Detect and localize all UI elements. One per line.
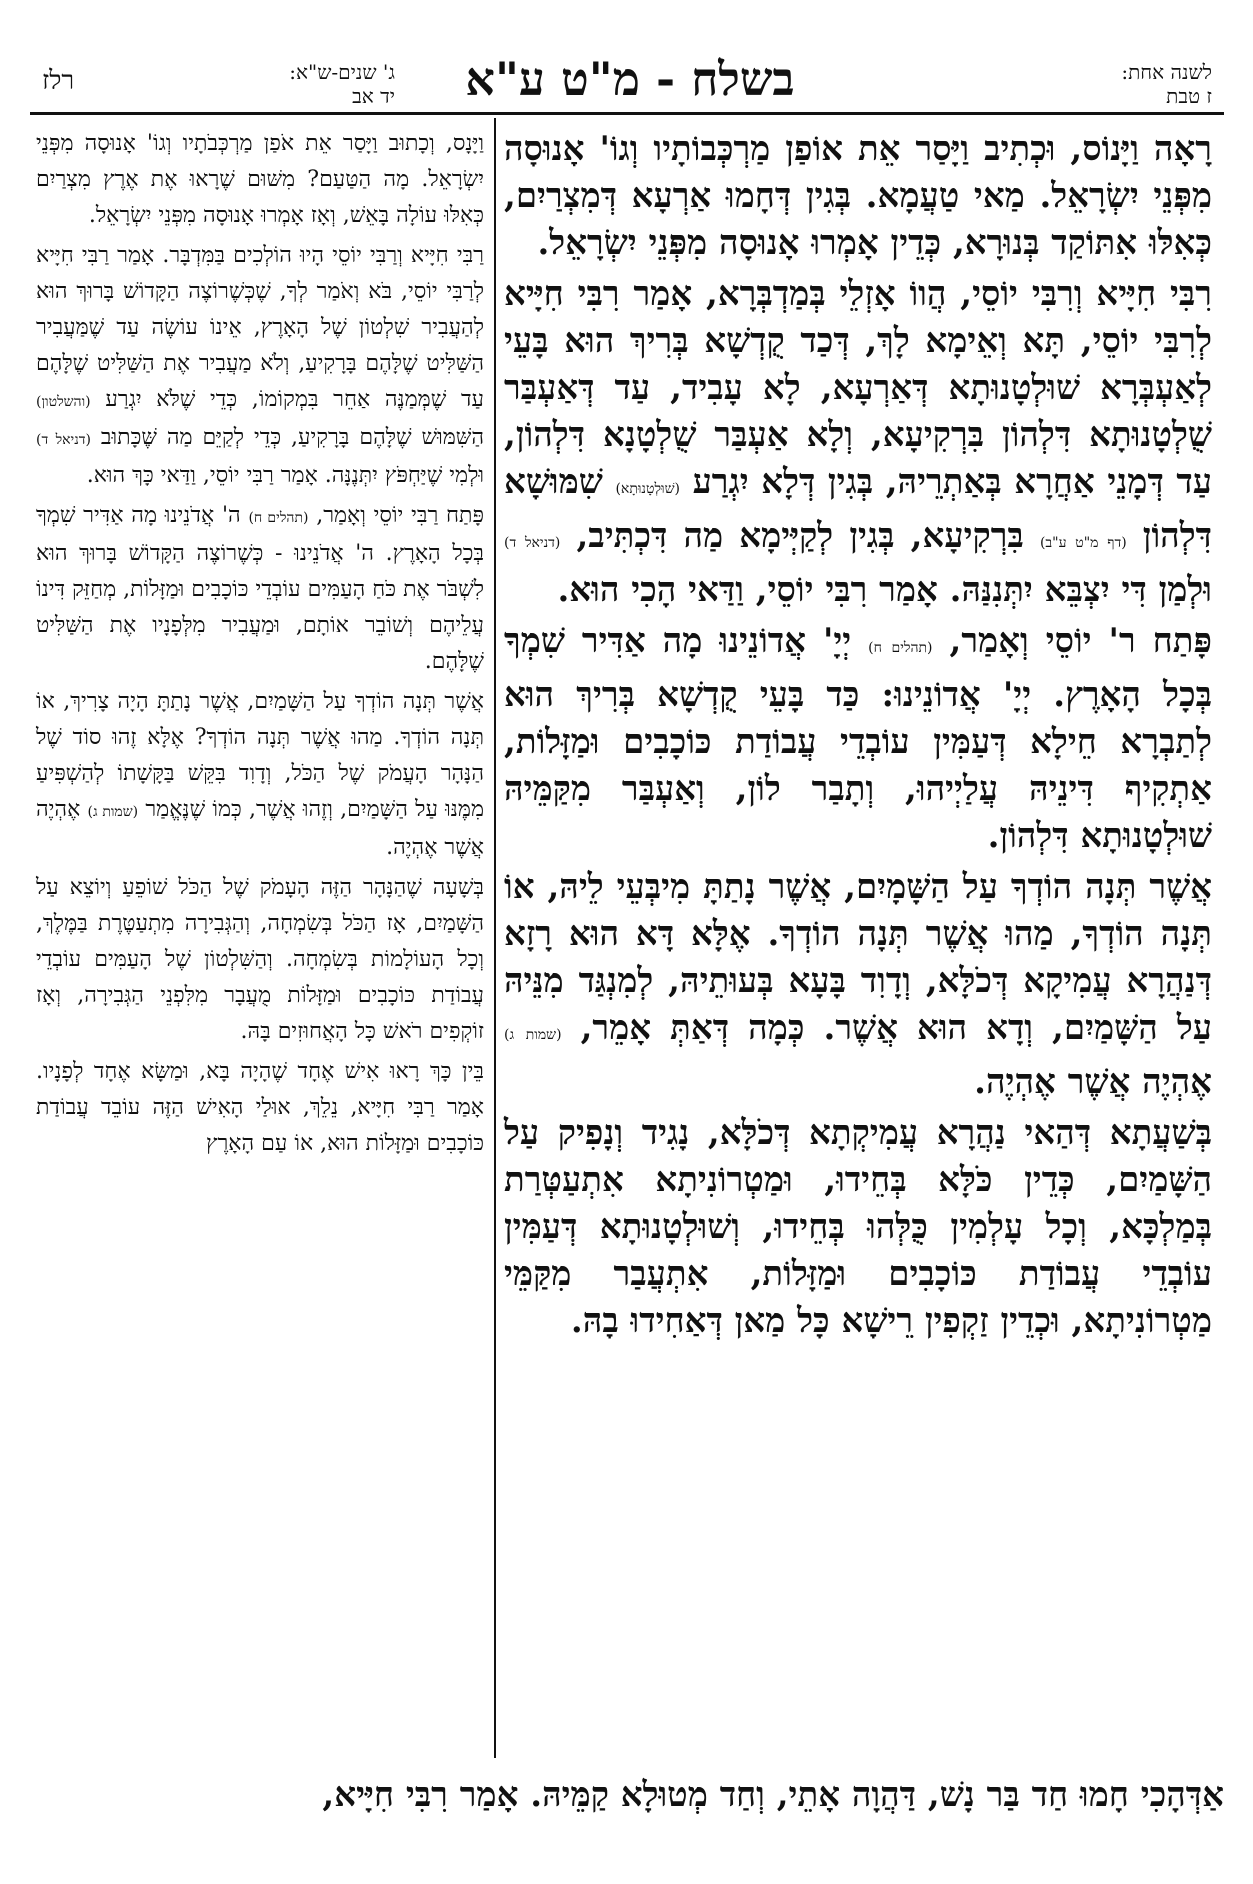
side-paragraph: אֲשֶׁר תְּנָה הוֹדְךָ עַל הַשָּׁמַיִם, אֲשֶׁר נָתַתָּ הָיָה צָרִיךְ, אוֹ תְּנָה הוֹדְךָ. מַהוּ אֲשֶׁר תְּנָה הוֹדְךָ? אֶלָּא זֶהוּ סוֹד שֶׁל הַנָּהָר הָעֲמֹק שֶׁל הַכֹּל, וְדָוִד בִּקֵּשׁ בַּקָּשָׁתוֹ לְהַשְׁפִּיעַ מִמֶּנּוּ עַל הַשָּׁמַיִם, וְזֶהוּ אֲשֶׁר, כְּמוֹ שֶׁנֶּאֱמַר (שמות ג) אֶהְיֶה אֲשֶׁר אֶהְיֶה. xyxy=(36,689,485,860)
bottom-continuation-line: אַדְּהָכִי חָמוּ חַד בַּר נָשׁ, דַּהֲוָה אָתֵי, וְחַד מְטוּלָא קַמֵּיהּ. אָמַר רִבִּי חִיָּיא, xyxy=(322,1775,1224,1815)
cycle-note-three-years xyxy=(155,60,395,108)
reference-note: (תהלים ח) xyxy=(868,640,933,656)
main-aramaic-column xyxy=(504,126,1212,1349)
main-paragraph: פָּתַח ר' יוֹסֵי וְאָמַר, (תהלים ח) יְיָ' אֲדוֹנֵינוּ מָה אַדִּיר שִׁמְךָ בְּכָל הָאָרֶץ. יְיָ' אֲדוֹנֵינוּ: כַּד בָּעֵי קֻדְשָׁא בְּרִיךְ הוּא לְתַבְרָא חֵילָא דְּעַמִּין עוֹבְדֵי עֲבוֹדַת כּוֹכָבִים וּמַזָּלוֹת, אַתְקִיף דִּינֵיהּ עֲלַיְיהוּ, וְתָבַר לוֹן, וְאַעְבַּר מִקַּמֵּיהּ שׁוּלְטָנוּתָא דִּלְהוֹן. xyxy=(504,621,1212,856)
side-paragraph: פָּתַח רַבִּי יוֹסֵי וְאָמַר, (תהלים ח) ה' אֲדֹנֵינוּ מָה אַדִּיר שִׁמְךָ בְּכָל הָאָרֶץ. ה' אֲדֹנֵינוּ - כְּשֶׁרוֹצֶה הַקָּדוֹשׁ בָּרוּךְ הוּא לִשְׁבֹּר אֶת כֹּחַ הָעַמִּים עוֹבְדֵי כּוֹכָבִים וּמַזָּלוֹת, מְחַזֵּק דִּינוֹ עֲלֵיהֶם וְשׁוֹבֵר אוֹתָם, וּמַעֲבִיר מִלְּפָנָיו אֶת הַשַּׁלִּיט שֶׁלָּהֶם. xyxy=(36,503,484,674)
reference-note: (דניאל ד) xyxy=(504,535,561,551)
reference-note: (שמות ג) xyxy=(504,1027,562,1043)
page-number: רלז xyxy=(42,66,75,96)
cycle-note-date: ז טבת xyxy=(1166,84,1212,108)
side-paragraph: רַבִּי חִיָּיא וְרַבִּי יוֹסֵי הָיוּ הוֹלְכִים בַּמִּדְבָּר. אָמַר רַבִּי חִיָּיא לְרַבִּי יוֹסֵי, בֹּא וְאֹמַר לְךָ, שֶׁכְּשֶׁרוֹצֶה הַקָּדוֹשׁ בָּרוּךְ הוּא לְהַעֲבִיר שִׁלְטוֹן שֶׁל הָאָרֶץ, אֵינוֹ עוֹשֶׂה עַד שֶׁמַּעֲבִיר הַשַּׁלִּיט שֶׁלָּהֶם בָּרָקִיעַ, וְלֹא מַעֲבִיר אֶת הַשַּׁלִּיט שֶׁלָּהֶם עַד שֶׁמְּמַנֶּה אַחֵר בִּמְקוֹמוֹ, כְּדֵי שֶׁלֹּא יִגְרַע (והשלטון) הַשִּׁמּוּשׁ שֶׁלָּהֶם בָּרָקִיעַ, כְּדֵי לְקַיֵּם מַה שֶּׁכָּתוּב (דניאל ד) וּלְמִי שֶׁיַּחְפֹּץ יִתְּנֶנָּה. אָמַר רַבִּי יוֹסֵי, וַדַּאי כָּךְ הוּא. xyxy=(36,243,485,488)
side-paragraph: בְּשָׁעָה שֶׁהַנָּהָר הַזֶּה הָעָמֹק שֶׁל הַכֹּל שׁוֹפֵעַ וְיוֹצֵא עַל הַשָּׁמַיִם, אָז הַכֹּל בְּשִׂמְחָה, וְהַגְּבִירָה מִתְעַטֶּרֶת בַּמֶּלֶךְ, וְכָל הָעוֹלָמוֹת בְּשִׂמְחָה. וְהַשִּׁלְטוֹן שֶׁל הָעַמִּים עוֹבְדֵי עֲבוֹדַת כּוֹכָבִים וּמַזָּלוֹת מֻעֲבָר מִלִּפְנֵי הַגְּבִירָה, וְאָז זוֹקְפִים רֹאשׁ כָּל הָאֲחוּזִים בָּהּ. xyxy=(36,875,484,1044)
main-paragraph: רָאָה וַיָּנוֹס, וּכְתִיב וַיָּסַר אֵת אוֹפַן מַרְכְּבוֹתָיו וְגוֹ' אָנוּסָה מִפְּנֵי יִשְׂרָאֵל. מַאי טַעֲמָא. בְּגִין דְּחָמוּ אַרְעָא דְּמִצְרַיִם, כְּאִלּוּ אִתּוֹקַד בְּנוּרָא, כְּדֵין אָמְרוּ אָנוּסָה מִפְּנֵי יִשְׂרָאֵל. xyxy=(504,129,1212,263)
reference-note: (תהלים ח) xyxy=(248,510,309,526)
reference-note: (דניאל ד) xyxy=(36,432,91,448)
side-paragraph: וַיָּנָס, וְכָתוּב וַיָּסַר אֵת אֹפַן מַרְכְּבֹתָיו וְגוֹ' אָנוּסָה מִפְּנֵי יִשְׂרָאֵל. מָה הַטַּעַם? מִשּׁוּם שֶׁרָאוּ אֶת אֶרֶץ מִצְרַיִם כְּאִלּוּ עוֹלָה בָּאֵשׁ, וְאָז אָמְרוּ אָנוּסָה מִפְּנֵי יִשְׂרָאֵל. xyxy=(36,131,484,228)
reference-note: (שמות ג) xyxy=(87,804,139,820)
reference-note: (שׁוּלְטָנוּתָא) xyxy=(615,481,680,497)
cycle-note-label: לשנה אחת: xyxy=(1121,60,1212,84)
cycle-note-one-year xyxy=(1012,60,1212,108)
cycle-note-date: יד אב xyxy=(352,84,395,108)
page-header xyxy=(30,48,1220,110)
column-divider xyxy=(494,118,496,1758)
main-paragraph: אֲשֶׁר תְּנָה הוֹדְךָ עַל הַשָּׁמָיִם, אֲשֶׁר נָתַתָּ מִיבְּעֵי לֵיהּ, אוֹ תְּנָה הוֹדְךָ, מַהוּ אֲשֶׁר תְּנָה הוֹדְךָ. אֶלָּא דָּא הוּא רָזָא דְּנַהֲרָא עֲמִיקָא דְּכֹלָּא, וְדָוִד בָּעָא בְּעוּתֵיהּ, לְמִנְגַּד מִנֵּיהּ עַל הַשָּׁמַיִם, וְדָא הוּא אֲשֶׁר. כְּמָה דְּאַתְּ אָמֵר, (שמות ג) אֶהְיֶה אֲשֶׁר אֶהְיֶה. xyxy=(504,867,1212,1102)
hebrew-translation-column xyxy=(36,126,484,1166)
reference-note: (והשלטון) xyxy=(36,394,91,410)
page-title: בשלח - מ"ט ע"א xyxy=(465,52,795,106)
main-paragraph: רִבִּי חִיָּיא וְרִבִּי יוֹסֵי, הֲווֹ אָזְלֵי בְּמַדְבְּרָא, אָמַר רִבִּי חִיָּיא לְרִבִּי יוֹסֵי, תָּא וְאֵימָא לָךְ, דְּכַד קֻדְשָׁא בְּרִיךְ הוּא בָּעֵי לְאַעְבְּרָא שׁוּלְטָנוּתָא דְּאַרְעָא, לָא עָבִיד, עַד דְּאַעְבַּר שֻׁלְטָנוּתָא דִּלְהוֹן בִּרְקִיעָא, וְלָא אַעְבַּר שֻׁלְטָנָא דִּלְהוֹן, עַד דְּמָנֵי אַחֲרָא בְּאַתְרֵיהּ, בְּגִין דְּלָא יִגְרַע (שׁוּלְטָנוּתָא) שִׁמּוּשָׁא דִּלְהוֹן (דף מ"ט ע"ב) בִּרְקִיעָא, בְּגִין לְקַיְּימָא מַה דִּכְתִּיב, (דניאל ד) וּלְמַן דִּי יִצְבֵּא יִתְּנִנַּהּ. אָמַר רִבִּי יוֹסֵי, וַדַּאי הָכִי הוּא. xyxy=(504,274,1213,610)
header-rule xyxy=(30,112,1224,115)
reference-note: (דף מ"ט ע"ב) xyxy=(1039,535,1127,551)
side-paragraph: בֵּין כָּךְ רָאוּ אִישׁ אֶחָד שֶׁהָיָה בָּא, וּמַשָּׂא אֶחָד לְפָנָיו. אָמַר רַבִּי חִיָּיא, נֵלֵךְ, אוּלַי הָאִישׁ הַזֶּה עוֹבֵד עֲבוֹדַת כּוֹכָבִים וּמַזָּלוֹת הוּא, אוֹ עַם הָאָרֶץ xyxy=(36,1059,484,1156)
cycle-note-label: ג' שנים-ש"א: xyxy=(289,60,395,84)
main-paragraph: בְּשַׁעֲתָא דְּהַאי נַהֲרָא עֲמִיקְתָא דְּכֹלָּא, נָגִיד וְנָפִיק עַל הַשָּׁמַיִם, כְּדֵין כֹּלָּא בְּחֵידוּ, וּמַטְרוֹנִיתָא אִתְעַטְּרַת בְּמַלְכָּא, וְכָל עָלְמִין כֻּלְּהוּ בְּחֵידוּ, וְשׁוּלְטָנוּתָא דְּעַמִּין עוֹבְדֵי עֲבוֹדַת כּוֹכָבִים וּמַזָּלוֹת, אִתְעֲבַר מִקַּמֵּי מַטְרוֹנִיתָא, וּכְדֵין זַקְפִין רֵישָׁא כָּל מַאן דְּאַחִידוּ בָהּ. xyxy=(504,1113,1212,1341)
